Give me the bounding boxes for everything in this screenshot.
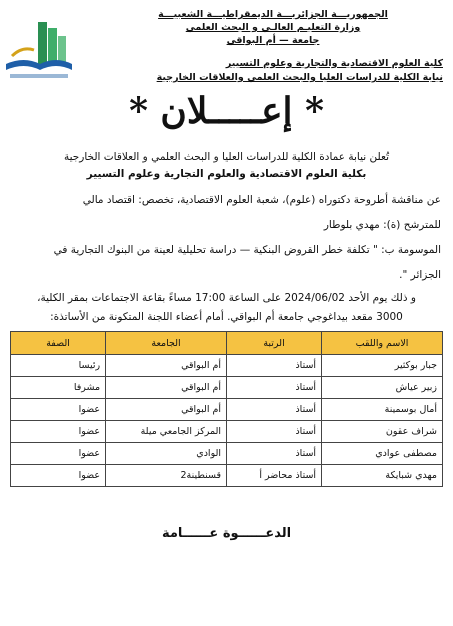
member-role: عضوا bbox=[11, 421, 106, 443]
member-rank: أستاذ محاضر أ bbox=[227, 465, 322, 487]
member-rank: أستاذ bbox=[227, 377, 322, 399]
table-row bbox=[11, 465, 443, 487]
table-row bbox=[11, 377, 443, 399]
member-role: مشرفا bbox=[11, 377, 106, 399]
announce-line-1: تُعلن نيابة عمادة الكلية للدراسات العليا و البحث العلمي و العلاقات الخارجية bbox=[64, 151, 389, 163]
table-header-row bbox=[11, 332, 443, 355]
member-university: المركز الجامعي ميلة bbox=[106, 421, 227, 443]
table-row bbox=[11, 355, 443, 377]
member-university: أم البواقي bbox=[106, 399, 227, 421]
header-deanery: نيابة الكلية للدراسات العليا والبحث العلمي والعلاقات الخارجية bbox=[156, 72, 443, 83]
member-name: مصطفى عوادي bbox=[322, 443, 443, 465]
member-name: جبار بوكثير bbox=[322, 355, 443, 377]
committee-table bbox=[10, 331, 443, 487]
member-name: شراف عقون bbox=[322, 421, 443, 443]
member-name: أمال بوسمينة bbox=[322, 399, 443, 421]
member-role: عضوا bbox=[11, 443, 106, 465]
member-role: عضوا bbox=[11, 465, 106, 487]
header-block bbox=[103, 8, 443, 47]
table-row bbox=[11, 443, 443, 465]
date-line: و ذلك يوم الأحد 2024/06/02 على الساعة 17:00 مساءً بقاعة الاجتماعات بمقر الكلية، bbox=[37, 292, 416, 304]
header-ministry: وزارة التعليـم العالـي و البحث العلمي bbox=[185, 22, 361, 33]
table-row bbox=[11, 399, 443, 421]
member-name: زبير عياش bbox=[322, 377, 443, 399]
announce-line-3: عن مناقشة أطروحة دكتوراه (علوم)، شعبة العلوم الاقتصادية، تخصص: اقتصاد مالي bbox=[82, 194, 441, 206]
member-university: قسنطينة2 bbox=[106, 465, 227, 487]
announce-line-2: بكلية العلوم الاقتصادية والعلوم التجارية وعلوم التسيير bbox=[86, 168, 367, 180]
thesis-title-line-1: الموسومة ب: " تكلفة خطر القروض البنكية — دراسة تحليلية لعينة من البنوك التجارية في bbox=[53, 244, 441, 256]
column-header-role: الصفة bbox=[11, 332, 106, 355]
venue-line: 3000 مقعد بيداغوجي جامعة أم البواقي. أمام أعضاء اللجنة المتكونة من الأساتذة: bbox=[50, 311, 403, 323]
column-header-university: الجامعة bbox=[106, 332, 227, 355]
member-university: أم البواقي bbox=[106, 377, 227, 399]
member-rank: أستاذ bbox=[227, 355, 322, 377]
closing-note: الدعــــــوة عــــــامة bbox=[161, 526, 292, 541]
header-faculty: كلية العلوم الاقتصادية والتجارية وعلوم التسيير bbox=[225, 58, 443, 69]
member-rank: أستاذ bbox=[227, 399, 322, 421]
member-rank: أستاذ bbox=[227, 443, 322, 465]
university-logo-icon bbox=[4, 16, 74, 84]
member-university: أم البواقي bbox=[106, 355, 227, 377]
announcement-title: * إعـــــلان * bbox=[129, 90, 324, 132]
member-rank: أستاذ bbox=[227, 421, 322, 443]
header-republic: الجمهوريـــة الجزائريـــة الديمقراطيـــة الشعبيـــة bbox=[158, 9, 388, 20]
member-role: عضوا bbox=[11, 399, 106, 421]
column-header-name: الاسم واللقب bbox=[322, 332, 443, 355]
candidate-line: للمترشح (ة): مهدي بلوطار bbox=[323, 219, 441, 231]
thesis-title-line-2: الجزائر ". bbox=[399, 269, 441, 281]
header-university: جامعة — أم البواقي bbox=[226, 35, 320, 46]
column-header-rank: الرتبة bbox=[227, 332, 322, 355]
member-university: الوادي bbox=[106, 443, 227, 465]
table-row bbox=[11, 421, 443, 443]
member-role: رئيسا bbox=[11, 355, 106, 377]
member-name: مهدي شبايكة bbox=[322, 465, 443, 487]
